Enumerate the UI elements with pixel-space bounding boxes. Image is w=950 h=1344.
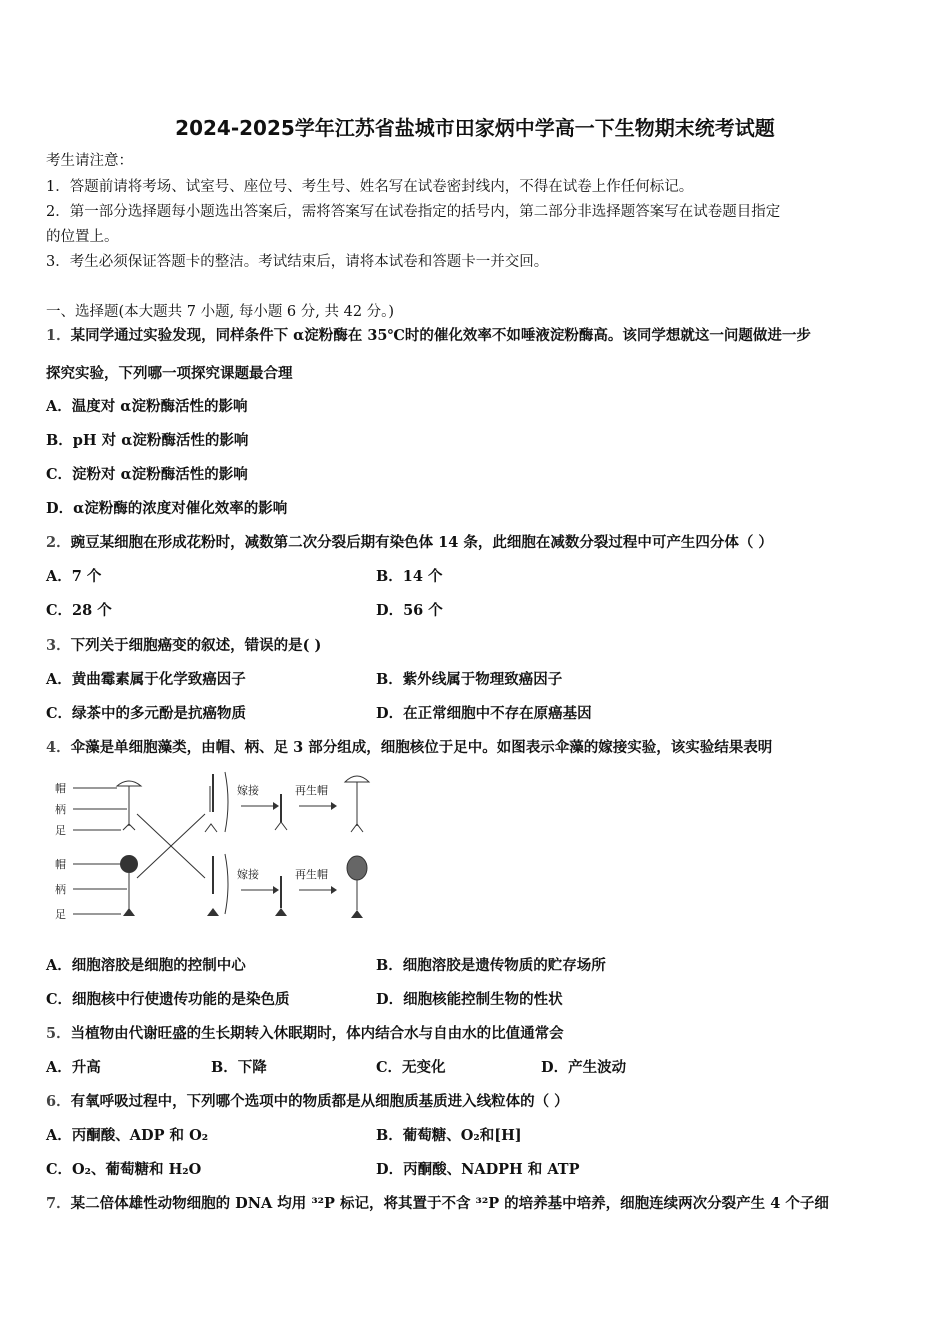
regen-label: 再生帽 [295,784,328,797]
q3-option-b: B．紫外线属于物理致癌因子 [376,671,563,688]
question-text: 某同学通过实验发现，同样条件下 α淀粉酶在 35℃时的催化效率不如唾液淀粉酶高。该同学想就这一问题做进一步 [70,327,811,344]
notice-heading: 考生请注意： [46,153,133,169]
q2-option-b: B．14 个 [376,568,443,585]
question-4-stem [46,738,772,758]
question-text: 有氧呼吸过程中，下列哪个选项中的物质都是从细胞质基质进入线粒体的（ ） [70,1093,569,1110]
acetabularia-graft-figure [55,768,385,934]
question-number: 2． [46,534,71,551]
question-text: 豌豆某细胞在形成花粉时，减数第二次分裂后期有染色体 14 条，此细胞在减数分裂过程中可产生四分体（ ） [70,534,773,551]
alga-umbrella-icon [117,781,141,830]
question-number: 3． [46,637,71,654]
page-title: 2024-2025学年江苏省盐城市田家炳中学高一下生物期末统考试题 [175,116,775,140]
question-6-stem [46,1092,569,1112]
q4-option-b: B．细胞溶胶是遗传物质的贮存场所 [376,957,606,974]
graft-label: 嫁接 [237,784,259,797]
question-2-stem [46,533,773,553]
label-foot: 足 [55,908,66,921]
q5-option-c: C．无变化 [376,1059,446,1076]
regen-label: 再生帽 [295,868,328,881]
q2-option-d: D．56 个 [376,602,443,619]
label-stalk: 柄 [55,803,66,816]
label-foot: 足 [55,824,66,837]
notice-item: 的位置上。 [46,229,119,245]
section-heading: 一、选择题(本大题共 7 小题, 每小题 6 分, 共 42 分。) [46,304,395,320]
label-stalk: 柄 [55,883,66,896]
q6-option-b: B．葡萄糖、O₂和[H] [376,1127,522,1144]
alga-round-cap-icon [120,855,138,916]
question-text: 伞藻是单细胞藻类，由帽、柄、足 3 部分组成，细胞核位于足中。如图表示伞藻的嫁接实验，该实验结果表明 [70,739,773,756]
question-number: 5． [46,1025,71,1042]
graft-label: 嫁接 [237,868,259,881]
question-3-stem [46,636,321,656]
notice-item: 2．第一部分选择题每小题选出答案后，需将答案写在试卷指定的括号内，第二部分非选择题答案写在试卷题目指定 [46,204,781,220]
q4-option-d: D．细胞核能控制生物的性状 [376,991,563,1008]
notice-item: 1．答题前请将考场、试室号、座位号、考生号、姓名写在试卷密封线内，不得在试卷上作任何标记。 [46,179,694,195]
question-number: 4． [46,739,71,756]
question-text: 某二倍体雄性动物细胞的 DNA 均用 ³²P 标记，将其置于不含 ³²P 的培养基中培养，细胞连续两次分裂产生 4 个子细 [70,1195,829,1212]
question-number: 7． [46,1195,71,1212]
question-5-stem [46,1024,564,1044]
q3-option-c: C．绿茶中的多元酚是抗癌物质 [46,705,247,722]
q5-option-b: B．下降 [211,1059,267,1076]
question-number: 1． [46,327,71,344]
q3-option-d: D．在正常细胞中不存在原癌基因 [376,705,592,722]
q1-option-d: D．α淀粉酶的浓度对催化效率的影响 [46,500,288,517]
q4-option-a: A．细胞溶胶是细胞的控制中心 [46,957,246,974]
q1-option-a: A．温度对 α淀粉酶活性的影响 [46,398,248,415]
q1-option-b: B．pH 对 α淀粉酶活性的影响 [46,432,249,449]
q6-option-d: D．丙酮酸、NADPH 和 ATP [376,1161,580,1178]
question-7-stem [46,1194,829,1214]
q2-option-c: C．28 个 [46,602,112,619]
question-text: 当植物由代谢旺盛的生长期转入休眠期时，体内结合水与自由水的比值通常会 [70,1025,564,1042]
q6-option-c: C．O₂、葡萄糖和 H₂O [46,1161,202,1178]
q5-option-a: A．升高 [46,1059,101,1076]
question-text: 下列关于细胞癌变的叙述，错误的是( ) [70,637,322,654]
question-number: 6． [46,1093,71,1110]
q6-option-a: A．丙酮酸、ADP 和 O₂ [46,1127,209,1144]
q1-option-c: C．淀粉对 α淀粉酶活性的影响 [46,466,248,483]
q3-option-a: A．黄曲霉素属于化学致癌因子 [46,671,246,688]
q2-option-a: A．7 个 [46,568,102,585]
label-cap: 帽 [55,782,66,795]
label-cap: 帽 [55,858,66,871]
question-1-stem [46,326,811,346]
notice-item: 3．考生必须保证答题卡的整洁。考试结束后，请将本试卷和答题卡一并交回。 [46,254,549,270]
question-1-stem-cont: 探究实验，下列哪一项探究课题最合理 [46,365,293,382]
q4-option-c: C．细胞核中行使遗传功能的是染色质 [46,991,290,1008]
q5-option-d: D．产生波动 [541,1059,627,1076]
